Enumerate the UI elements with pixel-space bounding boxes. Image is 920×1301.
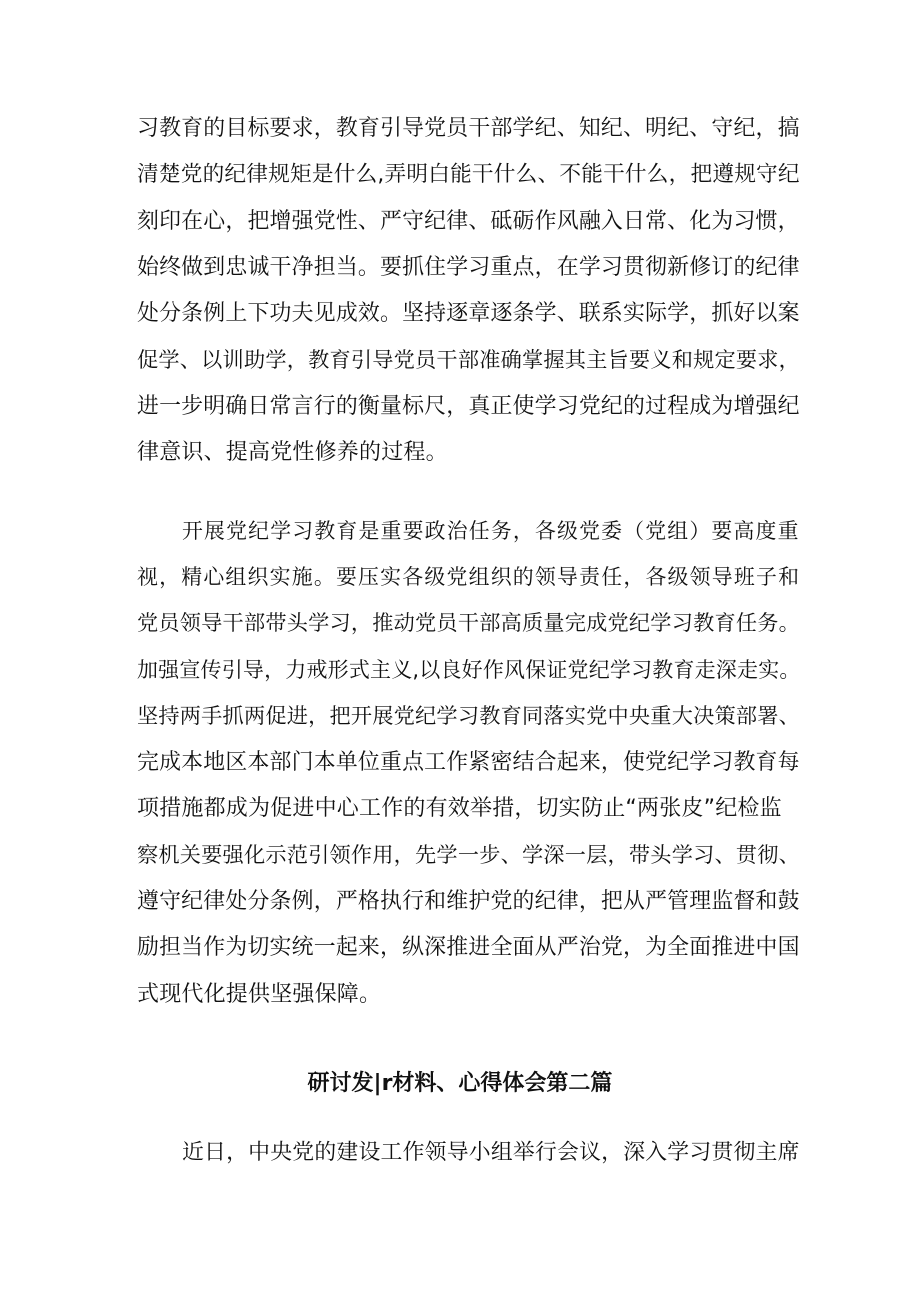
paragraph-2-line: 式现代化提供坚强保障。 bbox=[137, 982, 382, 1007]
paragraph-1-line: 处分条例上下功夫见成效。坚持逐章逐条学、联系实际学，抓好以案 bbox=[137, 301, 800, 326]
paragraph-1-line: 律意识、提高党性修养的过程。 bbox=[137, 440, 448, 465]
paragraph-1-line: 习教育的目标要求，教育引导党员干部学纪、知纪、明纪、守纪，搞 bbox=[137, 116, 800, 141]
paragraph-1-line: 始终做到忠诚干净担当。要抓住学习重点，在学习贯彻新修订的纪律 bbox=[137, 255, 800, 280]
paragraph-2-line: 完成本地区本部门本单位重点工作紧密结合起来，使党纪学习教育每 bbox=[137, 750, 800, 775]
paragraph-2-line: 坚持两手抓两促进，把开展党纪学习教育同落实党中央重大决策部署、 bbox=[137, 703, 801, 728]
paragraph-2-line bbox=[137, 562, 800, 593]
paragraph-1-line: 刻印在心，把增强党性、严守纪律、砥砺作风融入日常、化为习惯， bbox=[137, 209, 800, 234]
paragraph-2-line: 察机关要强化示范引领作用，先学一步、学深一层，带头学习、贯彻、 bbox=[137, 842, 801, 867]
paragraph-2-line: 励担当作为切实统一起来，纵深推进全面从严治党，为全面推进中国 bbox=[137, 935, 800, 960]
section-heading: 研讨发|r材料、心得体会第二篇 bbox=[307, 1071, 613, 1096]
paragraph-2-serif-segment: 视，精心组织实施。要压实各级党组织的领导责任，各级领导班子和 bbox=[137, 565, 801, 589]
paragraph-1-line: 促学、以训助学，教育引导党员干部准确掌握其主旨要义和规定要求， bbox=[137, 347, 801, 372]
paragraph-2-line: 项措施都成为促进中心工作的有效举措，切实防止“两张皮”纪检监 bbox=[137, 796, 782, 821]
paragraph-2-line: 加强宣传引导，力戒形式主义,以良好作风保证党纪学习教育走深走实。 bbox=[137, 658, 801, 682]
paragraph-2-line: 党员领导干部带头学习，推动党员干部高质量完成党纪学习教育任务。 bbox=[137, 610, 801, 635]
paragraph-2-line: 遵守纪律处分条例，严格执行和维护党的纪律，把从严管理监督和鼓 bbox=[137, 889, 800, 914]
paragraph-2-line: 开展党纪学习教育是重要政治任务，各级党委（党组）要高度重 bbox=[182, 519, 800, 543]
paragraph-1-line: 进一步明确日常言行的衡量标尺，真正使学习党纪的过程成为增强纪 bbox=[137, 394, 800, 419]
paragraph-3-line: 近日，中央党的建设工作领导小组举行会议，深入学习贯彻主席 bbox=[182, 1140, 800, 1165]
paragraph-1-line: 清楚党的纪律规矩是什么,弄明白能干什么、不能干什么，把遵规守纪 bbox=[137, 162, 800, 187]
